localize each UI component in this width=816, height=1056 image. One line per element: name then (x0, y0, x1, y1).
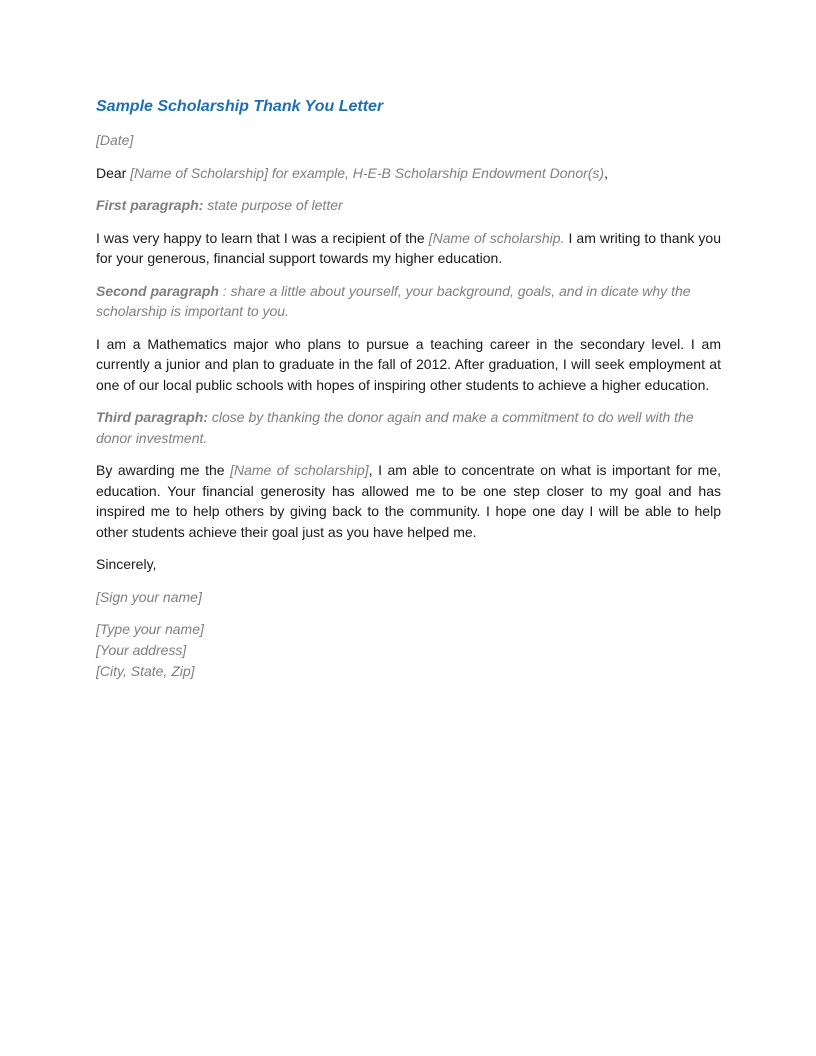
signature-placeholder: [Sign your name] (96, 588, 202, 605)
date-placeholder: [Date] (96, 132, 134, 148)
second-paragraph-instruction (96, 281, 721, 322)
second-instruction-label: Second paragraph (96, 282, 219, 299)
third-paragraph-instruction (96, 407, 721, 448)
first-instruction-text: state purpose of letter (203, 197, 343, 213)
address-placeholder: [Your address] (96, 642, 187, 658)
salutation-prefix: Dear (96, 164, 131, 181)
para3-text-b: , I am able to concentrate on what is important for me, education. Your financial generosity has allowed me to be one step closer to my goal and has inspired me to help others by giving back to the community. I hope one day I will be able to help other students achieve their goal just as you have helped me. (96, 462, 721, 540)
para1-text-b: I am writing to thank you for your generous, financial support towards my higher education. (96, 229, 721, 266)
closing: Sincerely, (96, 556, 157, 572)
para1-placeholder: [Name of scholarship. (428, 229, 565, 246)
salutation-placeholder: [Name of Scholarship] for example, H-E-B Scholarship Endowment Donor(s) (130, 164, 605, 181)
para3-text-a: By awarding me the (96, 462, 231, 478)
salutation-suffix: , (604, 164, 608, 181)
body-paragraph-1 (96, 228, 721, 269)
body-paragraph-3 (96, 460, 721, 542)
letter-title: Sample Scholarship Thank You Letter (96, 98, 384, 115)
first-instruction-label: First paragraph: (96, 197, 204, 213)
type-name-placeholder: [Type your name] (96, 621, 204, 637)
sender-block (96, 619, 721, 682)
third-instruction-text: close by thanking the donor again and make a commitment to do well with the donor investment. (96, 409, 694, 446)
city-state-zip-placeholder: [City, State, Zip] (96, 663, 195, 679)
para3-placeholder: [Name of scholarship] (230, 462, 369, 478)
salutation (96, 163, 721, 184)
body-paragraph-2: I am a Mathematics major who plans to pursue a teaching career in the secondary level. I am currently a junior and plan to graduate in the fall of 2012. After graduation, I will seek employment at one of our local public schools with hopes of inspiring other students to achieve a higher education. (96, 335, 721, 393)
para1-text-a: I was very happy to learn that I was a recipient of the (96, 229, 429, 246)
second-instruction-text: : share a little about yourself, your background, goals, and in dicate why the scholarship is important to you. (96, 282, 691, 319)
first-paragraph-instruction (96, 195, 721, 216)
third-instruction-label: Third paragraph: (96, 409, 209, 425)
